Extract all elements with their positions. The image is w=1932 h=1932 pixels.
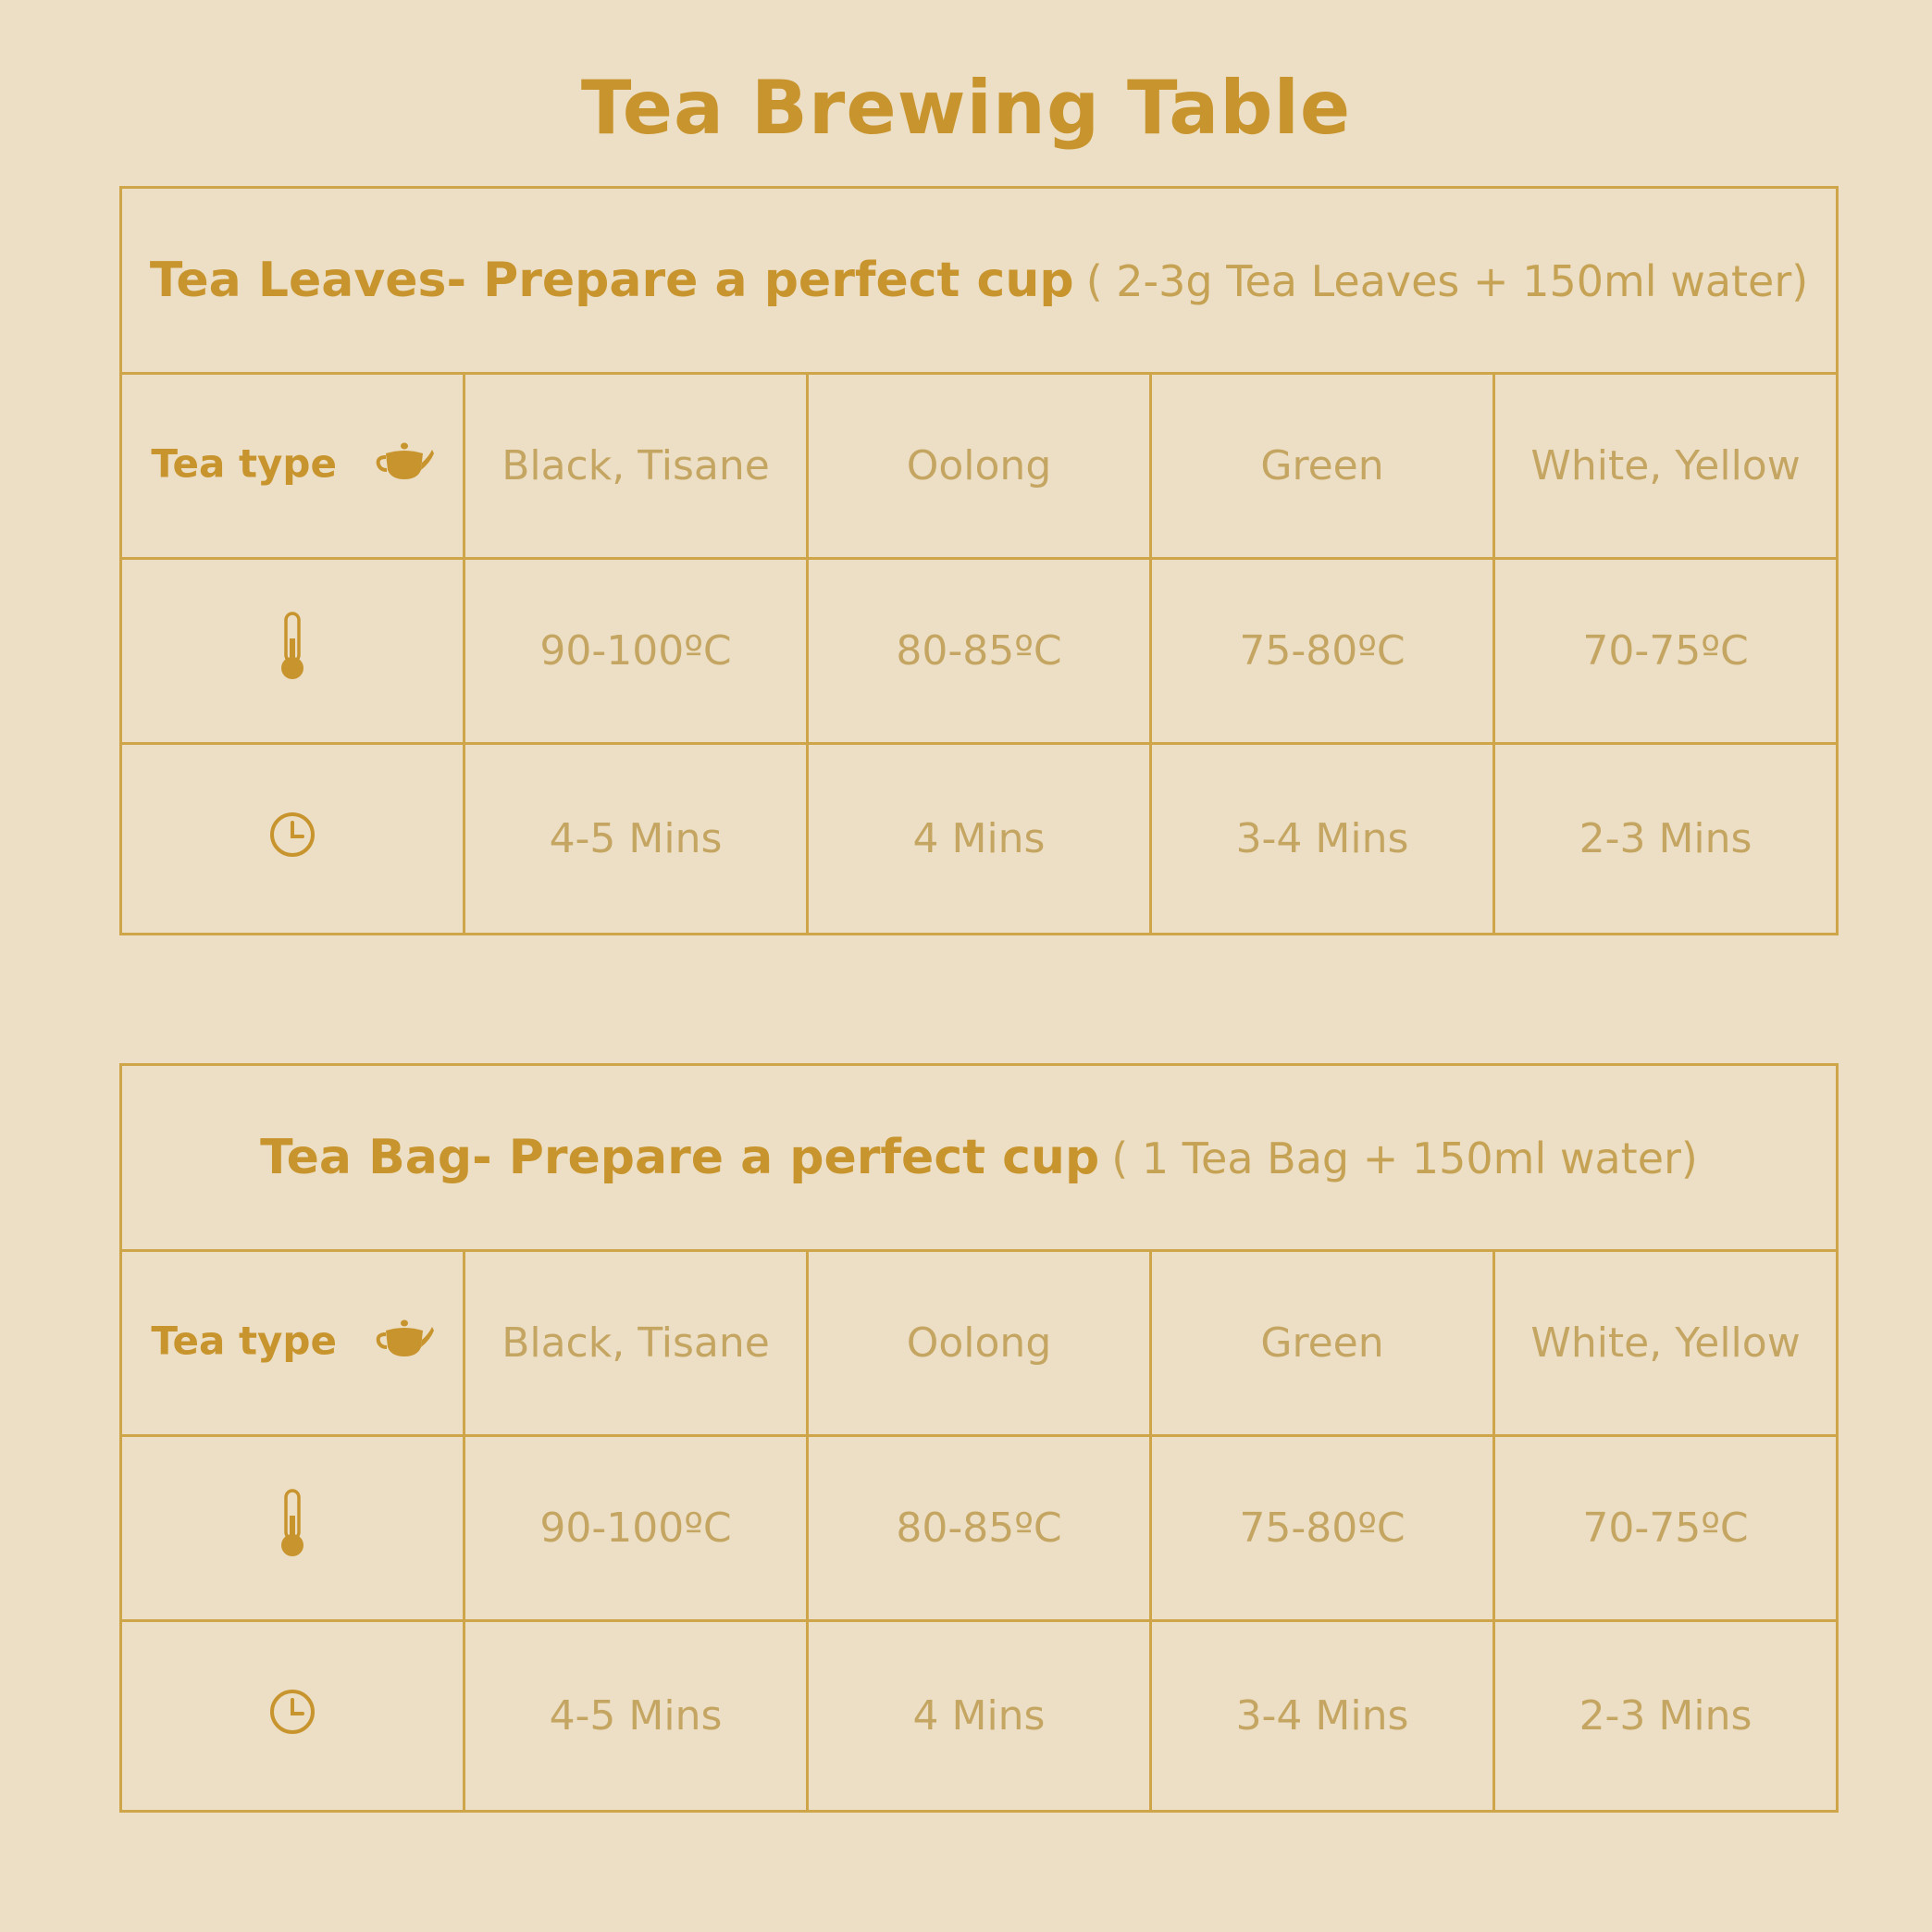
thermometer-icon — [276, 1488, 309, 1569]
time-cell: 4 Mins — [808, 1621, 1151, 1812]
temperature-label-cell — [121, 559, 464, 744]
temperature-cell: 70-75ºC — [1494, 1436, 1838, 1621]
caption-sub: ( 1 Tea Bag + 150ml water) — [1111, 1133, 1698, 1183]
table-caption-row — [121, 188, 1838, 374]
time-cell: 4 Mins — [808, 744, 1151, 935]
tea-bag-table — [119, 1063, 1839, 1813]
temperature-label-cell — [121, 1436, 464, 1621]
thermometer-icon — [276, 611, 309, 692]
tea-type-cell: White, Yellow — [1494, 1251, 1838, 1436]
time-row — [121, 1621, 1838, 1812]
teapot-icon — [375, 440, 434, 492]
caption-sub: ( 2-3g Tea Leaves + 150ml water) — [1085, 256, 1809, 306]
time-cell: 2-3 Mins — [1494, 744, 1838, 935]
page-title: Tea Brewing Table — [580, 65, 1352, 151]
tea-type-cell: Green — [1151, 374, 1494, 559]
tea-type-cell: Black, Tisane — [464, 1251, 808, 1436]
time-cell: 4-5 Mins — [464, 744, 808, 935]
temperature-cell: 80-85ºC — [808, 559, 1151, 744]
temperature-cell: 80-85ºC — [808, 1436, 1151, 1621]
tea-type-label-cell — [121, 1251, 464, 1436]
clock-icon — [268, 811, 316, 868]
tea-type-label-cell — [121, 374, 464, 559]
temperature-row — [121, 1436, 1838, 1621]
time-cell: 3-4 Mins — [1151, 1621, 1494, 1812]
temperature-cell: 75-80ºC — [1151, 1436, 1494, 1621]
tea-type-cell: Black, Tisane — [464, 374, 808, 559]
table-caption-row — [121, 1065, 1838, 1251]
tea-type-cell: Oolong — [808, 1251, 1151, 1436]
tea-type-cell: White, Yellow — [1494, 374, 1838, 559]
table-caption — [121, 1065, 1838, 1251]
tea-type-row — [121, 1251, 1838, 1436]
time-label-cell — [121, 744, 464, 935]
caption-main: Tea Bag- Prepare a perfect cup — [260, 1130, 1100, 1185]
temperature-row — [121, 559, 1838, 744]
caption-main: Tea Leaves- Prepare a perfect cup — [149, 253, 1074, 308]
table-caption — [121, 188, 1838, 374]
tea-type-row — [121, 374, 1838, 559]
temperature-cell: 70-75ºC — [1494, 559, 1838, 744]
tea-type-cell: Green — [1151, 1251, 1494, 1436]
temperature-cell: 90-100ºC — [464, 559, 808, 744]
time-label-cell — [121, 1621, 464, 1812]
tea-type-label: Tea type — [151, 1318, 337, 1363]
time-cell: 2-3 Mins — [1494, 1621, 1838, 1812]
tea-type-cell: Oolong — [808, 374, 1151, 559]
tea-type-label: Tea type — [151, 440, 337, 486]
time-cell: 3-4 Mins — [1151, 744, 1494, 935]
time-cell: 4-5 Mins — [464, 1621, 808, 1812]
clock-icon — [268, 1688, 316, 1745]
time-row — [121, 744, 1838, 935]
temperature-cell: 90-100ºC — [464, 1436, 808, 1621]
teapot-icon — [375, 1318, 434, 1369]
tea-leaves-table — [119, 186, 1839, 935]
temperature-cell: 75-80ºC — [1151, 559, 1494, 744]
